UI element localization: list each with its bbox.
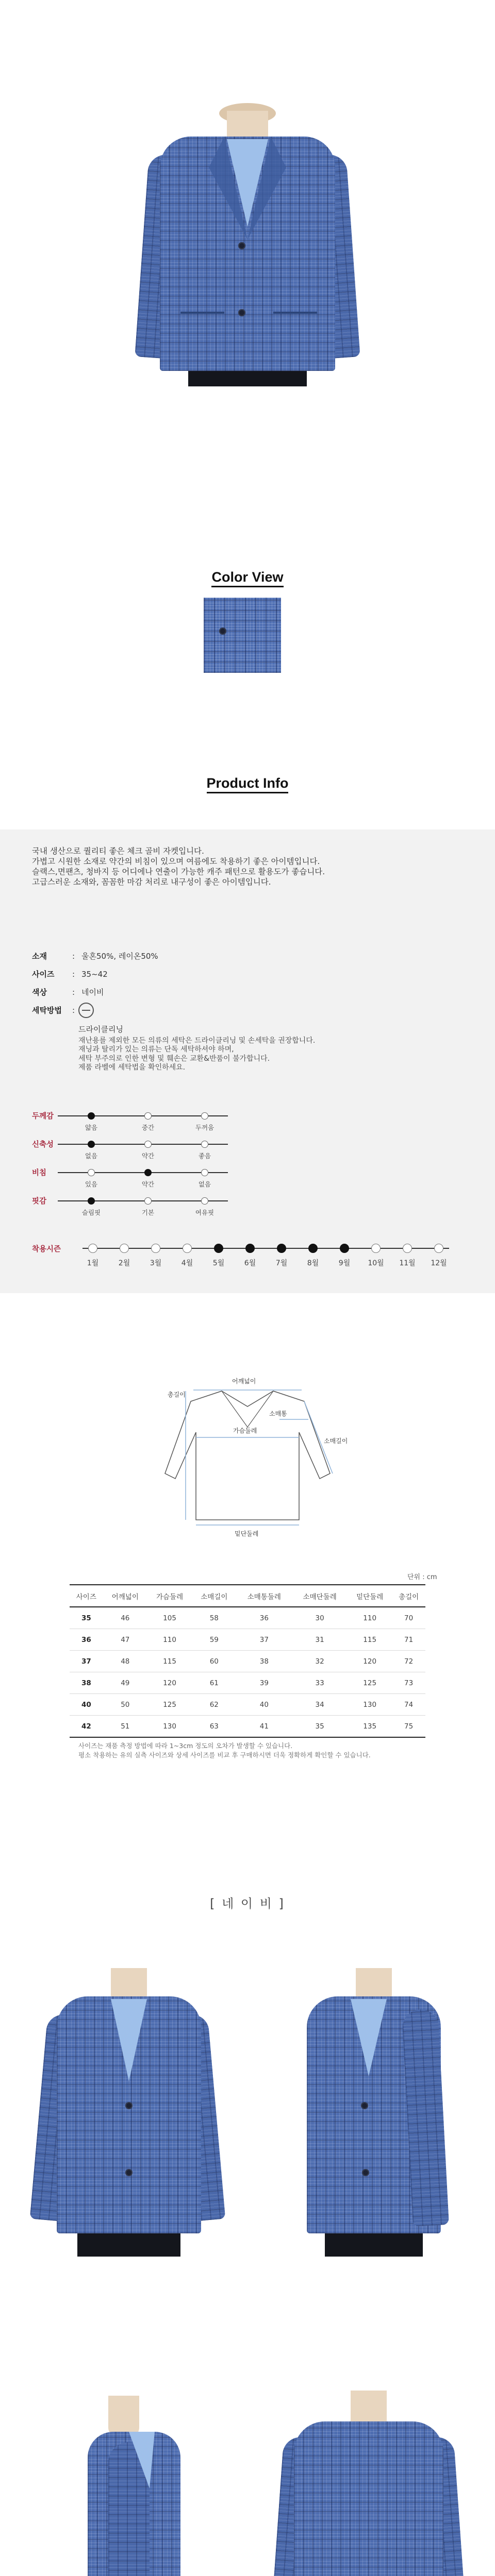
season-dot [308,1244,318,1253]
scale-dot [201,1141,208,1148]
jacket-button-bottom [125,2169,133,2176]
jacket-back [294,2421,443,2576]
trousers [325,2233,423,2257]
diagram-label-shoulder: 어깨넓이 [232,1378,256,1385]
size-table-cell: 60 [192,1651,236,1672]
dry-clean-icon [78,1003,94,1018]
season-month-label: 8월 [307,1259,319,1267]
season-dot [151,1244,160,1253]
size-note-line: 사이즈는 재품 측정 방법에 따라 1~3cm 정도의 오차가 발생할 수 있습니다. [78,1742,293,1750]
scale-option-label: 좋음 [198,1152,211,1160]
size-table-cell: 105 [147,1607,192,1629]
size-table-cell: 33 [292,1672,348,1694]
size-table-cell: 47 [103,1629,147,1651]
scale-dot [201,1197,208,1205]
size-table-row [70,1672,425,1694]
trousers [188,371,307,386]
size-table-cell: 37 [236,1629,292,1651]
jacket-right-pocket [273,312,317,314]
description-line: 슬랙스,면팬츠, 청바지 등 어디에나 연출이 가능한 캐주 패턴으로 활용도가 좋습니다. [32,867,325,876]
size-table-cell: 110 [147,1629,192,1651]
season-month-label: 3월 [150,1259,162,1267]
scale-label-1: 신축성 [32,1141,54,1149]
season-dot [88,1244,97,1253]
size-table-cell: 130 [147,1716,192,1738]
jacket-outline [165,1391,330,1520]
size-table-row [70,1607,425,1629]
scale-option-label: 얇음 [85,1124,98,1131]
care-line: 재닝과 탈리가 있는 의류는 단독 세탁하셔야 하며, [78,1045,234,1054]
season-month-label: 9월 [338,1259,351,1267]
scale-dot [88,1112,95,1120]
size-table-cell: 125 [348,1672,392,1694]
scale-dot [88,1197,95,1205]
size-table-row [70,1651,425,1672]
product-info-title: Product Info [0,775,495,791]
spec-material: 소재 : 울혼50%, 레이온50% [32,952,158,961]
scale-dot [144,1197,152,1205]
season-track [82,1248,449,1249]
scale-label-0: 두께감 [32,1112,54,1121]
size-table-cell: 31 [292,1629,348,1651]
jacket-button-top [125,2102,133,2109]
jacket-left-pocket [180,312,224,314]
season-dot [245,1244,255,1253]
size-table-cell: 63 [192,1716,236,1738]
diagram-label-sleeve-width: 소매통 [269,1410,287,1417]
size-table-cell: 37 [70,1651,103,1672]
care-title: 드라이클리닝 [78,1025,123,1034]
size-table-cell: 39 [236,1672,292,1694]
size-table-cell: 49 [103,1672,147,1694]
season-month-label: 4월 [181,1259,193,1267]
scale-dot [201,1112,208,1120]
scale-option-label: 없음 [85,1152,98,1160]
diagram-label-sleeve-length: 소매길이 [324,1437,348,1445]
description-line: 고급스러운 소재와, 꼼꼼한 마감 처리로 내구성이 좋은 아이템입니다. [32,877,271,887]
care-line: 재난용를 제외한 모든 의류의 세탁은 드라이클리닝 및 손세탁을 권장합니다. [78,1036,316,1045]
size-table-body [70,1607,425,1737]
size-table-cell: 32 [292,1651,348,1672]
size-table-header-cell: 사이즈 [70,1585,103,1607]
scale-option-label: 기본 [141,1209,155,1216]
spec-wash: 세탁방법 : [32,1006,75,1015]
diagram-label-length: 총길이 [168,1391,186,1398]
size-table-cell: 42 [70,1716,103,1738]
size-table-cell: 120 [147,1672,192,1694]
size-table-header-cell: 소매통둘레 [236,1585,292,1607]
scale-option-label: 약간 [141,1152,155,1160]
scale-dot [144,1112,152,1120]
season-label: 착용시즌 [32,1245,61,1253]
scale-dot [88,1141,95,1148]
jacket-button-bottom [362,2169,369,2176]
size-table-cell: 50 [103,1694,147,1716]
size-table-cell: 59 [192,1629,236,1651]
size-table-cell: 115 [348,1629,392,1651]
photo-side-angle [268,1947,469,2257]
size-table-header-cell: 밑단둘레 [348,1585,392,1607]
size-table-unit: 단위 : cm [407,1573,437,1581]
season-month-label: 11월 [399,1259,416,1267]
size-table-cell: 35 [292,1716,348,1738]
season-month-label: 7월 [275,1259,288,1267]
size-table-cell: 38 [70,1672,103,1694]
scale-option-label: 여유핏 [195,1209,214,1216]
scale-dot [144,1169,152,1176]
size-table-header-row [70,1585,425,1607]
size-table-cell: 40 [236,1694,292,1716]
swatch-button-icon [219,628,226,635]
size-table-cell: 48 [103,1651,147,1672]
season-dot [434,1244,443,1253]
size-table-cell: 71 [392,1629,425,1651]
scale-option-label: 두꺼움 [195,1124,214,1131]
size-table-cell: 36 [236,1607,292,1629]
mannequin-neck [108,2396,139,2437]
size-table-cell: 110 [348,1607,392,1629]
season-dot [277,1244,286,1253]
size-table-header-cell: 소매길이 [192,1585,236,1607]
season-month-label: 10월 [368,1259,384,1267]
size-table-cell: 120 [348,1651,392,1672]
photo-profile-angle [41,2380,227,2576]
size-table-cell: 115 [147,1651,192,1672]
diagram-label-chest: 가슴둘레 [233,1427,257,1434]
season-dot [214,1244,223,1253]
size-table-cell: 35 [70,1607,103,1629]
size-table-cell: 61 [192,1672,236,1694]
season-month-label: 5월 [212,1259,225,1267]
size-table-cell: 51 [103,1716,147,1738]
season-month-label: 1월 [87,1259,99,1267]
scale-option-label: 중간 [141,1124,155,1131]
size-table-cell: 58 [192,1607,236,1629]
scale-option-label: 있음 [85,1180,98,1188]
jacket-button-top [238,242,245,249]
care-instructions [78,1025,315,1073]
spec-size: 사이즈 : 35~42 [32,970,108,979]
scale-dot [88,1169,95,1176]
season-month-label: 6월 [244,1259,256,1267]
trousers [77,2233,180,2257]
scale-option-label: 없음 [198,1180,211,1188]
size-table-cell: 30 [292,1607,348,1629]
size-table-cell: 34 [292,1694,348,1716]
color-heading-navy: [ 네 이 비 ] [210,1896,285,1911]
season-dot [340,1244,349,1253]
jacket-button-bottom [238,309,245,316]
season-dot [371,1244,381,1253]
size-table-cell: 72 [392,1651,425,1672]
size-table-cell: 41 [236,1716,292,1738]
size-table-header-cell: 어깨넓이 [103,1585,147,1607]
season-dot [120,1244,129,1253]
description-line: 국내 생산으로 퀄리티 좋은 체크 골비 자켓입니다. [32,846,204,856]
size-table-header-cell: 총길이 [392,1585,425,1607]
product-description [32,846,325,887]
scale-label-2: 비침 [32,1169,47,1177]
size-table-cell: 46 [103,1607,147,1629]
size-table [70,1584,425,1738]
scale-dot [201,1169,208,1176]
jacket-button-top [361,2102,368,2109]
scale-option-label: 약간 [141,1180,155,1188]
size-table-header-cell: 가슴둘레 [147,1585,192,1607]
scale-option-label: 슬림핏 [81,1209,101,1216]
size-notes [78,1741,371,1760]
season-dot [183,1244,192,1253]
care-line: 제품 라벨에 세탁법을 확인하세요. [78,1063,186,1072]
size-table-cell: 130 [348,1694,392,1716]
size-table-row [70,1629,425,1651]
size-table-row [70,1716,425,1738]
diagram-label-hem: 밑단둘레 [235,1530,259,1537]
color-view-title: Color View [0,569,495,585]
size-table-cell: 73 [392,1672,425,1694]
photo-back-angle [268,2380,469,2576]
collar-outline [222,1391,273,1427]
scale-label-3: 핏감 [32,1197,47,1206]
size-table-row [70,1694,425,1716]
size-table-cell: 125 [147,1694,192,1716]
season-month-label: 12월 [431,1259,447,1267]
size-table-cell: 40 [70,1694,103,1716]
fabric-color-swatch [204,598,281,673]
size-table-cell: 74 [392,1694,425,1716]
size-table-cell: 75 [392,1716,425,1738]
size-table-cell: 70 [392,1607,425,1629]
size-note-line: 평소 착용하는 유의 실측 사이즈와 상세 사이즈를 비교 후 구매하시면 더욱 정확하게 확인할 수 있습니다. [78,1751,371,1759]
scale-dot [144,1141,152,1148]
description-line: 가볍고 시원한 소재로 약간의 비침이 있으며 여름에도 착용하기 좋은 아이템입니다. [32,857,320,866]
care-line: 세탁 부주의로 인한 변형 및 훼손은 교환&반품이 불가합니다. [78,1054,270,1063]
size-table-cell: 62 [192,1694,236,1716]
season-dot [403,1244,412,1253]
size-table-cell: 38 [236,1651,292,1672]
size-table-cell: 135 [348,1716,392,1738]
spec-color: 색상 : 네이비 [32,988,104,997]
size-table-header-cell: 소매단둘레 [292,1585,348,1607]
season-month-label: 2월 [118,1259,130,1267]
photo-front-angle [28,1947,235,2257]
size-table-cell: 36 [70,1629,103,1651]
main-product-photo [103,0,392,386]
